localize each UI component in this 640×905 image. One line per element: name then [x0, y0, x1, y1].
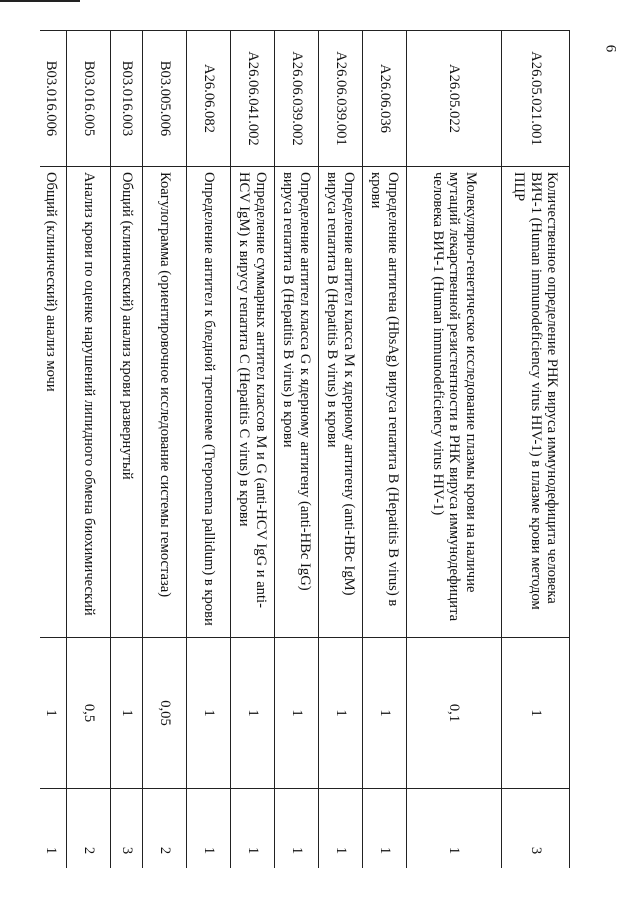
- service-name-cell: Определение антител к бледной трепонеме (Treponema pallidum) в крови: [187, 167, 231, 638]
- services-table-body: [40, 31, 570, 869]
- table-row: [143, 31, 187, 869]
- rotated-table-container: [40, 30, 570, 868]
- multiplicity-cell: 1: [319, 789, 363, 869]
- table-row: [231, 31, 275, 869]
- frequency-cell: 1: [319, 638, 363, 789]
- multiplicity-cell: 1: [407, 789, 502, 869]
- table-row: [407, 31, 502, 869]
- table-row: [187, 31, 231, 869]
- service-code-cell: B03.016.006: [40, 31, 67, 167]
- service-name-cell: Определение суммарных антител классов M и G (anti-HCV IgG и anti-HCV IgM) к вирусу гепатита С (Hepatitis C virus) в крови: [231, 167, 275, 638]
- table-row: [319, 31, 363, 869]
- frequency-cell: 1: [40, 638, 67, 789]
- service-name-cell: Определение антигена (HbsAg) вируса гепатита В (Hepatitis B virus) в крови: [363, 167, 407, 638]
- services-table-wrapper: [40, 30, 570, 868]
- service-name-cell: Определение антител класса G к ядерному антигену (anti-HBc IgG) вируса гепатита В (Hepatitis B virus) в крови: [275, 167, 319, 638]
- page-number: 6: [602, 44, 619, 53]
- multiplicity-cell: 1: [275, 789, 319, 869]
- table-row: [111, 31, 143, 869]
- frequency-cell: 0,05: [143, 638, 187, 789]
- multiplicity-cell: 1: [363, 789, 407, 869]
- service-name-cell: Количественное определение РНК вируса иммунодефицита человека ВИЧ-1 (Human immunodeficiency virus HIV-1) в плазме крови методом ПЦР: [502, 167, 570, 638]
- service-code-cell: B03.005.006: [143, 31, 187, 167]
- table-row: [502, 31, 570, 869]
- service-code-cell: A26.06.082: [187, 31, 231, 167]
- service-code-cell: A26.06.039.001: [319, 31, 363, 167]
- service-code-cell: B03.016.005: [67, 31, 111, 167]
- service-code-cell: A26.06.036: [363, 31, 407, 167]
- table-row: [40, 31, 67, 869]
- multiplicity-cell: 3: [502, 789, 570, 869]
- service-code-cell: A26.05.021.001: [502, 31, 570, 167]
- multiplicity-cell: 1: [40, 789, 67, 869]
- table-row: [67, 31, 111, 869]
- service-name-cell: Молекулярно-генетическое исследование плазмы крови на наличие мутаций лекарственной резистентности в РНК вируса иммунодефицита человека ВИЧ-1 (Human immunodeficiency virus HIV-1): [407, 167, 502, 638]
- service-name-cell: Анализ крови по оценке нарушений липидного обмена биохимический: [67, 167, 111, 638]
- service-code-cell: A26.06.041.002: [231, 31, 275, 167]
- table-row: [275, 31, 319, 869]
- multiplicity-cell: 1: [187, 789, 231, 869]
- service-code-cell: B03.016.003: [111, 31, 143, 167]
- frequency-cell: 1: [363, 638, 407, 789]
- frequency-cell: 1: [187, 638, 231, 789]
- multiplicity-cell: 1: [231, 789, 275, 869]
- service-name-cell: Общий (клинический) анализ крови развернутый: [111, 167, 143, 638]
- table-row: [363, 31, 407, 869]
- service-name-cell: Общий (клинический) анализ мочи: [40, 167, 67, 638]
- frequency-cell: 1: [275, 638, 319, 789]
- multiplicity-cell: 2: [67, 789, 111, 869]
- multiplicity-cell: 3: [111, 789, 143, 869]
- frequency-cell: 1: [502, 638, 570, 789]
- service-name-cell: Коагулограмма (ориентировочное исследование системы гемостаза): [143, 167, 187, 638]
- service-code-cell: A26.06.039.002: [275, 31, 319, 167]
- frequency-cell: 0,1: [407, 638, 502, 789]
- frequency-cell: 1: [231, 638, 275, 789]
- service-code-cell: A26.05.022: [407, 31, 502, 167]
- top-rule: [0, 0, 80, 2]
- multiplicity-cell: 2: [143, 789, 187, 869]
- frequency-cell: 0,5: [67, 638, 111, 789]
- service-name-cell: Определение антител класса М к ядерному антигену (anti-HBc IgM) вируса гепатита В (Hepatitis B virus) в крови: [319, 167, 363, 638]
- services-table: [40, 30, 570, 868]
- frequency-cell: 1: [111, 638, 143, 789]
